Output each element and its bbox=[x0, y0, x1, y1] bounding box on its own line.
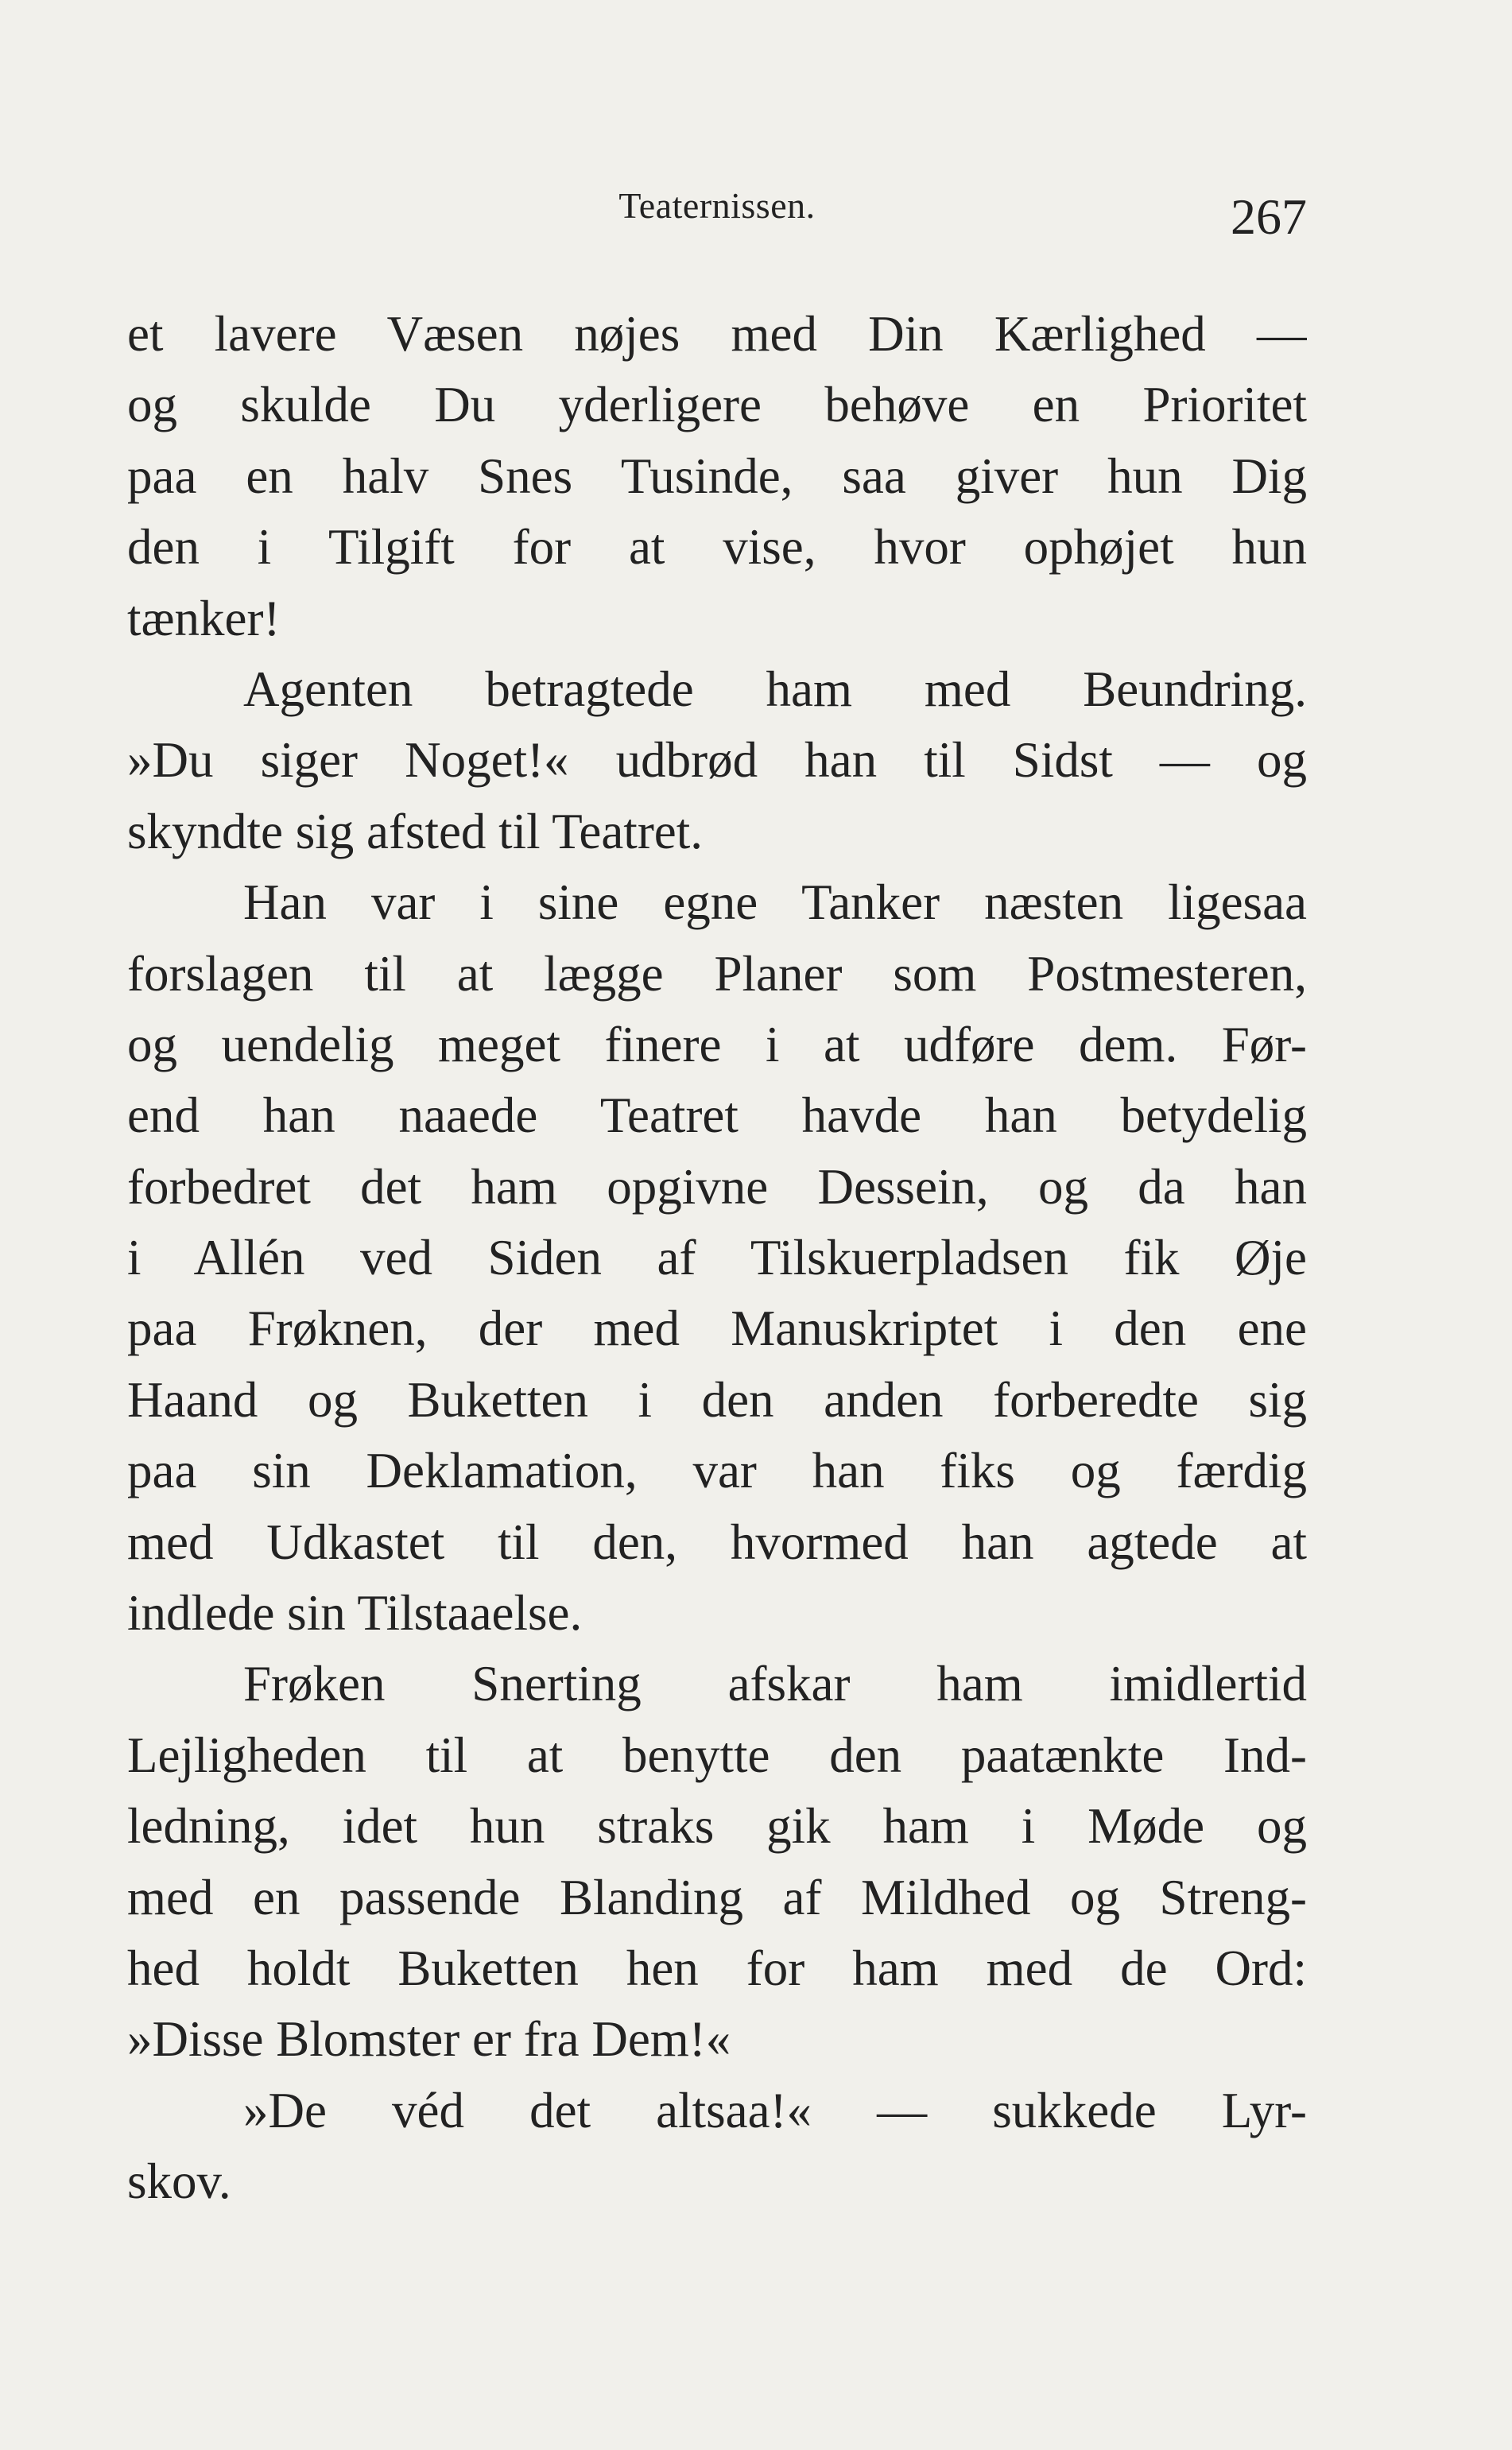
text-line: paa sin Deklamation, var han fiks og færdig bbox=[127, 1443, 1307, 1499]
text-line: den i Tilgift for at vise, hvor ophøjet hun bbox=[127, 519, 1307, 576]
text-line: Frøken Snerting afskar ham imidlertid bbox=[243, 1656, 1307, 1712]
text-line: med Udkastet til den, hvormed han agtede at bbox=[127, 1514, 1307, 1570]
text-line: »De véd det altsaa!« — sukkede Lyr- bbox=[243, 2082, 1307, 2138]
text-line: forbedret det ham opgivne Dessein, og da han bbox=[127, 1158, 1307, 1215]
running-title: Teaternissen. bbox=[618, 185, 816, 226]
text-line: ledning, idet hun straks gik ham i Møde og bbox=[127, 1798, 1307, 1855]
text-line: paa en halv Snes Tusinde, saa giver hun Dig bbox=[127, 448, 1307, 504]
text-line: end han naaede Teatret havde han betydelig bbox=[127, 1087, 1307, 1144]
text-line: Han var i sine egne Tanker næsten ligesaa bbox=[243, 874, 1307, 931]
text-line: skyndte sig afsted til Teatret. bbox=[127, 803, 704, 859]
text-body bbox=[127, 299, 1307, 2218]
text-line: med en passende Blanding af Mildhed og Streng- bbox=[127, 1869, 1307, 1925]
text-line: »Disse Blomster er fra Dem!« bbox=[127, 2011, 731, 2068]
text-line: Haand og Buketten i den anden forberedte sig bbox=[127, 1371, 1307, 1428]
text-line: forslagen til at lægge Planer som Postmesteren, bbox=[127, 945, 1307, 1002]
text-line: paa Frøknen, der med Manuskriptet i den ene bbox=[127, 1301, 1307, 1357]
text-line: i Allén ved Siden af Tilskuerpladsen fik Øje bbox=[127, 1230, 1307, 1286]
text-line: og uendelig meget finere i at udføre dem. Før- bbox=[127, 1016, 1307, 1072]
text-line: et lavere Væsen nøjes med Din Kærlighed — bbox=[127, 306, 1307, 362]
text-line: og skulde Du yderligere behøve en Prioritet bbox=[127, 377, 1307, 433]
text-line: Lejligheden til at benytte den paatænkte Ind- bbox=[127, 1727, 1307, 1783]
text-line: hed holdt Buketten hen for ham med de Ord: bbox=[127, 1940, 1307, 1996]
text-line: »Du siger Noget!« udbrød han til Sidst — og bbox=[127, 732, 1307, 789]
running-head bbox=[127, 176, 1307, 245]
text-line: indlede sin Tilstaaelse. bbox=[127, 1585, 583, 1642]
text-line: skov. bbox=[127, 2153, 231, 2210]
page-number: 267 bbox=[1231, 188, 1307, 245]
text-line: Agenten betragtede ham med Beundring. bbox=[243, 661, 1307, 717]
text-line: tænker! bbox=[127, 590, 281, 646]
